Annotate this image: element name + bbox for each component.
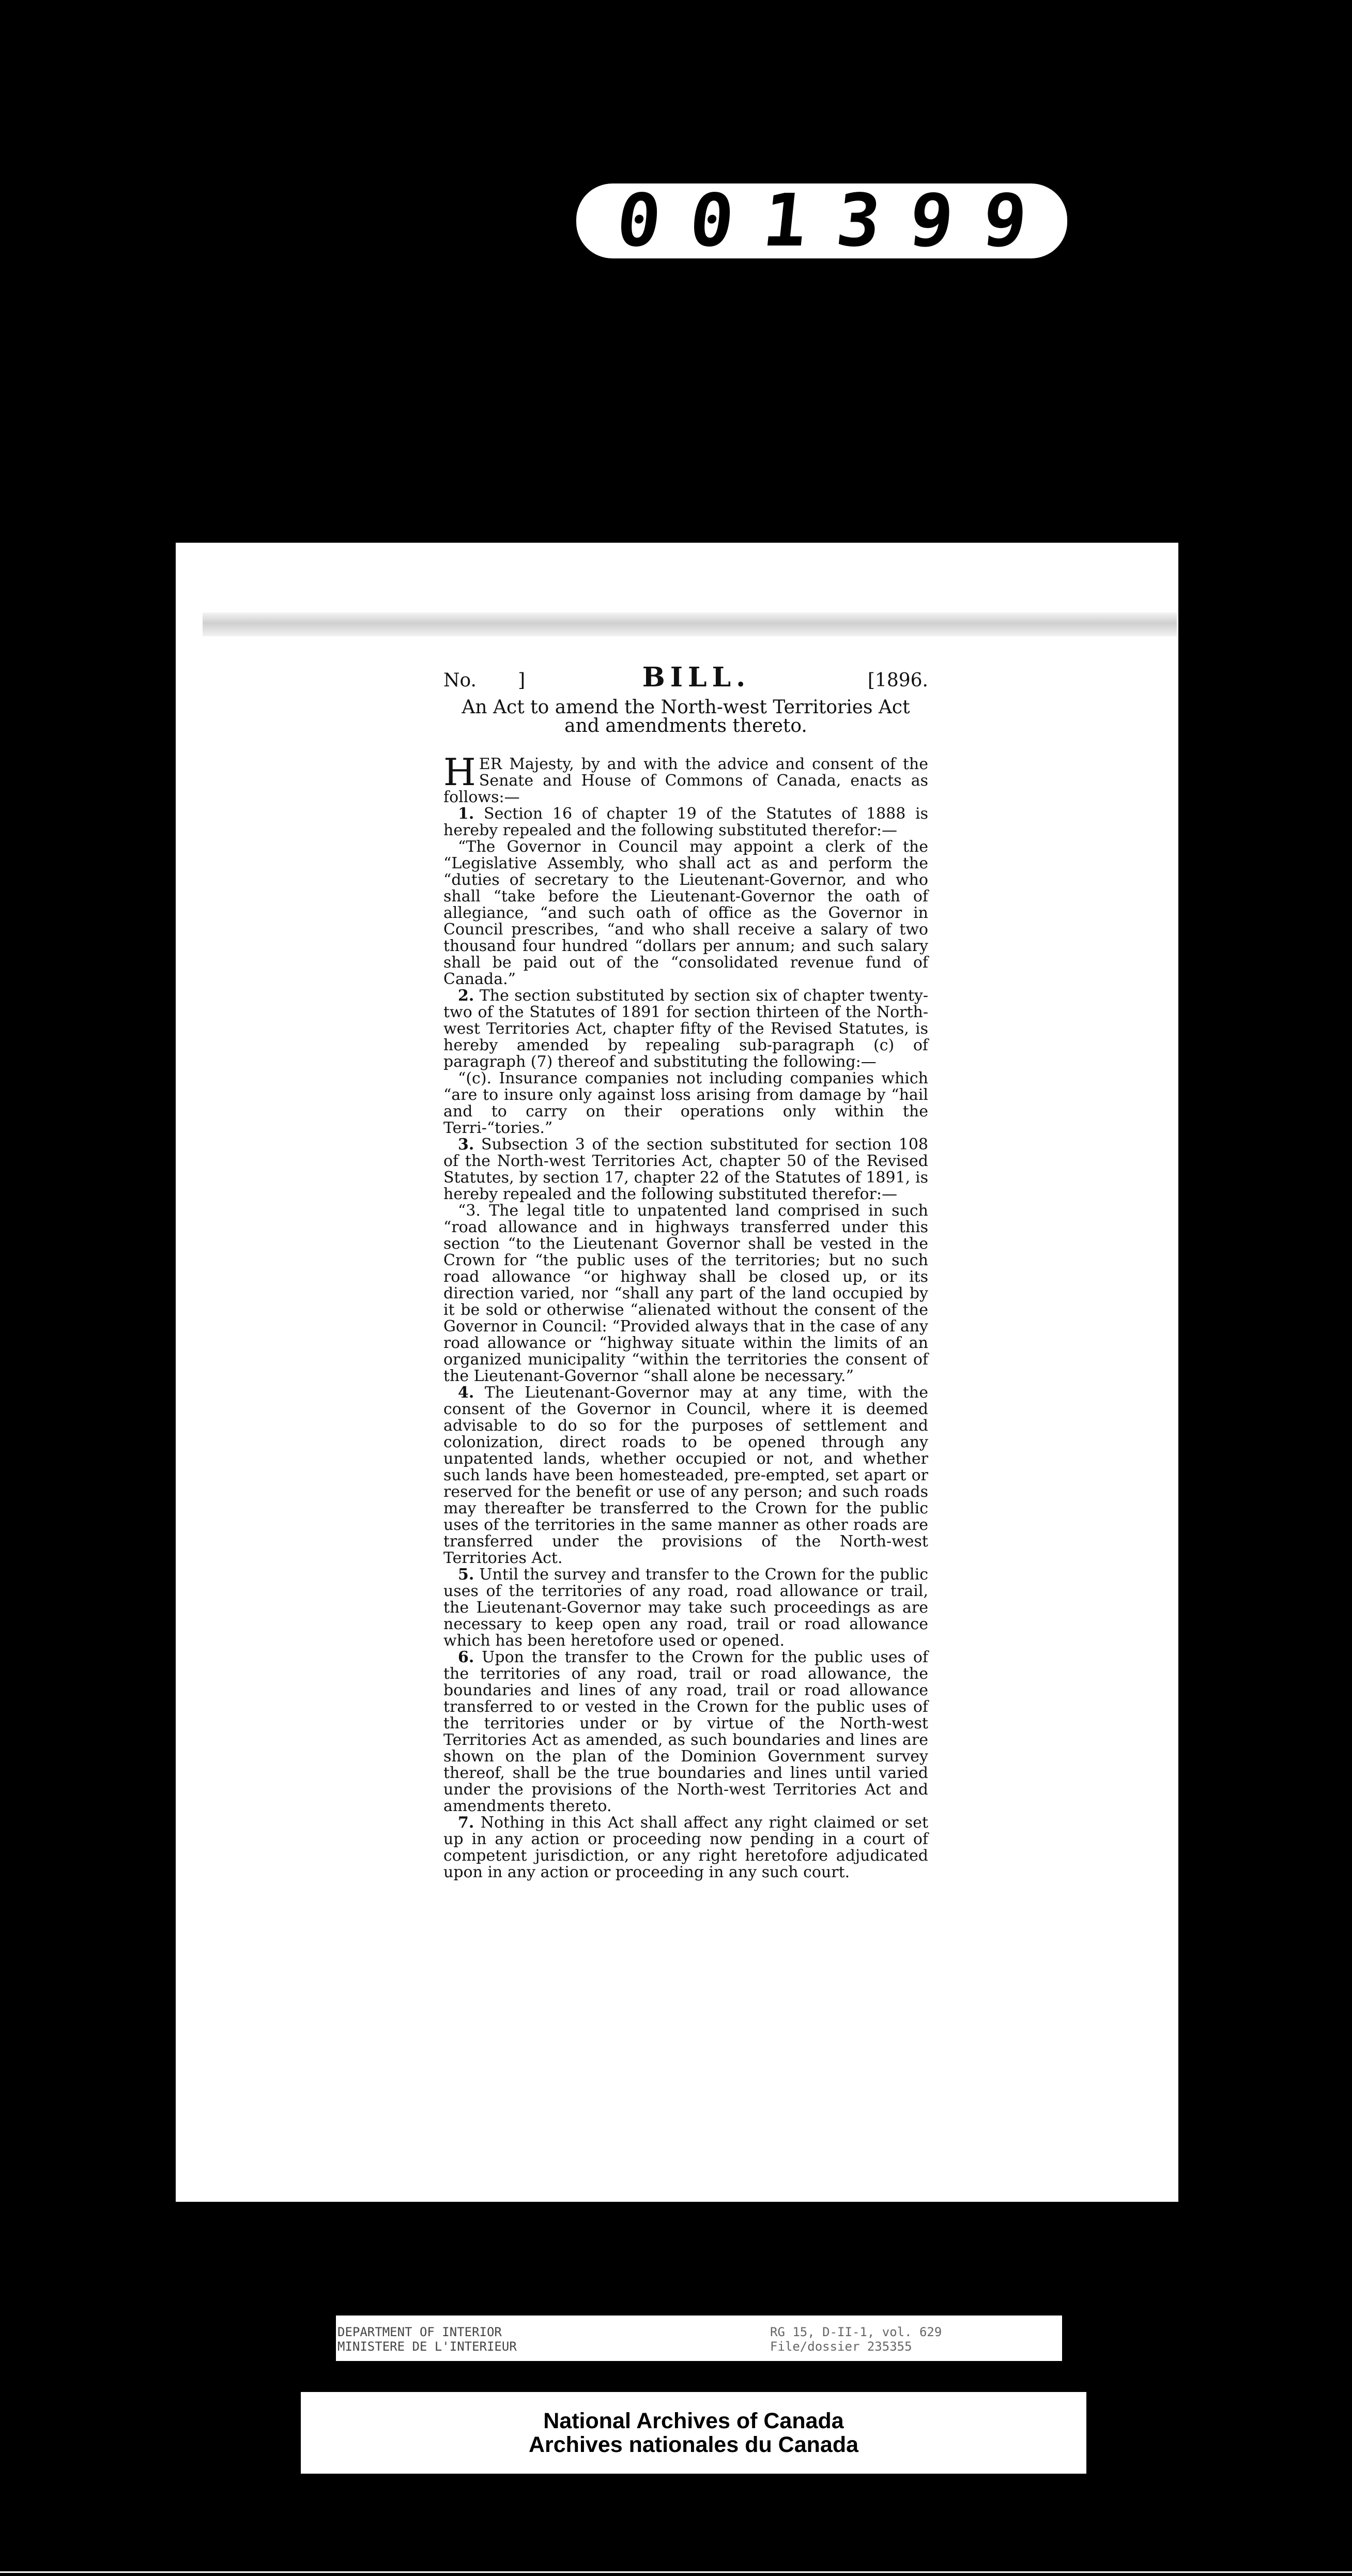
section-number: 4. <box>458 1384 474 1402</box>
section-4 <box>443 1385 928 1567</box>
stamp-department-fr: MINISTERE DE L'INTERIEUR <box>337 2339 517 2354</box>
section-2 <box>443 988 928 1070</box>
section-text: Subsection 3 of the section substituted for section 108 of the North-west Territories Act, chapter 50 of the Revised Statutes, by section 17, chapter 22 of the Statutes of 1891, is hereby repealed and the following substituted therefor:— <box>443 1136 928 1203</box>
section-1 <box>443 806 928 839</box>
frame-number-plate <box>576 178 1067 263</box>
archive-label <box>301 2392 1086 2474</box>
frame-digit: 0 <box>612 178 665 263</box>
section-3-quote: “3. The legal title to unpatented land comprised in such “road allowance and in highways transferred under this section “to the Lieutenant Governor shall be vested in the Crown for “the public uses of the territories; but no such road allowance “or highway shall be closed up, or its direction varied, nor “shall any part of the land occupied by it be sold or otherwise “alienated without the consent of the Governor in Council: “Provided always that in the case of any road allowance or “highway situate within the limits of an organized municipality “within the territories the consent of the Lieutenant-Governor “shall alone be necessary.” <box>443 1202 928 1385</box>
section-text: Nothing in this Act shall affect any right claimed or set up in any action or proceeding now pending in a court of competent jurisdiction, or any right heretofore adjudicated upon in any action or proceeding in any such court. <box>443 1814 928 1881</box>
archive-label-en: National Archives of Canada <box>543 2409 844 2433</box>
section-number: 7. <box>458 1814 474 1832</box>
section-text: Section 16 of chapter 19 of the Statutes of 1888 is hereby repealed and the following substituted therefor:— <box>443 805 928 839</box>
frame-digit: 3 <box>832 178 885 263</box>
act-title: An Act to amend the North-west Territories Act and amendments thereto. <box>462 697 910 737</box>
archive-reference-stamp <box>336 2316 1062 2361</box>
frame-bottom-rule <box>0 2571 1352 2573</box>
section-number: 3. <box>458 1136 474 1154</box>
bill-text-block <box>443 662 928 1881</box>
frame-digit: 9 <box>978 178 1031 263</box>
stamp-reference <box>770 2325 942 2354</box>
section-number: 5. <box>458 1566 474 1584</box>
section-1-quote: “The Governor in Council may appoint a clerk of the “Legislative Assembly, who shall act as and perform the “duties of secretary to the Lieutenant-Governor, and who shall “take before the Lieutenant-Governor the oath of allegiance, “and such oath of office as the Governor in Council prescribes, “and who shall receive a salary of two thousand four hundred “dollars per annum; and such salary shall be paid out of the “consolidated revenue fund of Canada.” <box>443 838 928 988</box>
section-text: Upon the transfer to the Crown for the public uses of the territories of any road, trail or road allowance, the boundaries and lines of any road, trail or road allowance transferred to or vested in the Crown for the public uses of the territories under or by virtue of the North-west Territories Act as amended, as such boundaries and lines are shown on the plan of the Dominion Government survey thereof, shall be the true boundaries and lines until varied under the provisions of the North-west Territories Act and amendments thereto. <box>443 1648 928 1815</box>
section-text: The Lieutenant-Governor may at any time, with the consent of the Governor in Council, where it is deemed advisable to do so for the purposes of settlement and colonization, direct roads to be opened through any unpatented lands, whether occupied or not, and whether such lands have been homesteaded, pre-empted, set apart or reserved for the benefit or use of any person; and such roads may thereafter be transferred to the Crown for the public uses of the territories in the same manner as other roads are transferred under the provisions of the North-west Territories Act. <box>443 1384 928 1567</box>
section-2-quote: “(c). Insurance companies not including companies which “are to insure only against loss arising from damage by “hail and to carry on their operations only within the Terri-“tories.” <box>443 1069 928 1137</box>
frame-digit: 0 <box>685 178 739 263</box>
page-fold-shadow <box>203 612 1177 636</box>
section-number: 1. <box>458 805 474 823</box>
bill-body <box>443 750 928 1881</box>
stamp-file-number: File/dossier 235355 <box>770 2339 912 2354</box>
section-text: The section substituted by section six of chapter twenty-two of the Statutes of 1891 for section thirteen of the North-west Territories Act, chapter fifty of the Revised Statutes, is hereby amended by repealing sub-paragraph (c) of paragraph (7) thereof and substituting the following:— <box>443 987 928 1071</box>
section-5 <box>443 1567 928 1649</box>
bill-header <box>443 662 928 693</box>
stamp-department <box>337 2325 517 2354</box>
stamp-record-group: RG 15, D-II-1, vol. 629 <box>770 2325 942 2339</box>
bill-number-bracket: ] <box>518 670 526 691</box>
section-number: 2. <box>458 987 474 1005</box>
section-3 <box>443 1137 928 1203</box>
bill-year: [1896. <box>867 670 928 691</box>
frame-digit: 9 <box>905 178 958 263</box>
bill-title: BILL. <box>642 662 751 693</box>
section-text: Until the survey and transfer to the Crown for the public uses of the territories of any road, road allowance or trail, the Lieutenant-Governor may take such proceedings as are necessary to keep open any road, trail or road allowance which has been heretofore used or opened. <box>443 1566 928 1650</box>
archive-label-fr: Archives nationales du Canada <box>528 2432 859 2457</box>
enacting-clause: HER Majesty, by and with the advice and consent of the Senate and House of Commons of Canada, enacts as follows:— <box>443 750 928 806</box>
section-6 <box>443 1649 928 1815</box>
stamp-department-en: DEPARTMENT OF INTERIOR <box>337 2325 502 2339</box>
section-number: 6. <box>458 1648 474 1666</box>
bill-number-field <box>443 672 525 689</box>
frame-digit: 1 <box>759 178 811 263</box>
section-7 <box>443 1815 928 1881</box>
bill-number-label: No. <box>443 670 477 691</box>
